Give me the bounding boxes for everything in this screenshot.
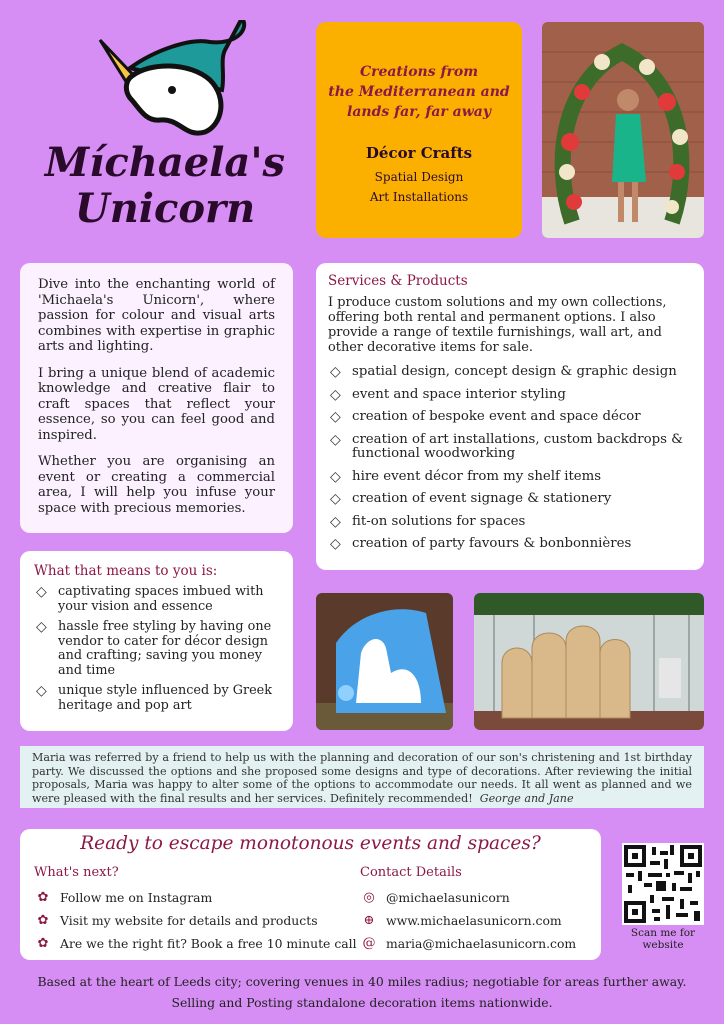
footer-line: Selling and Posting standalone decoration items nationwide. [171,995,553,1010]
hero-title: Décor Crafts [365,144,473,162]
hero-subtitles [316,167,522,207]
photo-flower-arch [542,22,704,238]
cta-headline: Ready to escape monotonous events and spaces? [80,833,541,854]
next-step-item[interactable] [34,909,357,932]
contact-title: Contact Details [360,865,462,880]
testimonial-text: Maria was referred by a friend to help us with the planning and decoration of our son's christening and 1st birthday party. We discussed the options and she proposed some designs and type of decorations. After reviewing the initial proposals, Maria was happy to alter some of the options to accommodate our needs. It all went as planned and we were pleased with the final results and her services. Definitely recommended! [32,751,692,805]
flower-bullet-icon: ✿ [37,890,49,905]
service-item: ◇ creation of event signage & stationery [328,492,692,507]
instagram-icon: ◎ [363,890,375,905]
intro-paragraph: Whether you are organising an event or creating a commercial area, I will help you infuse your space with precious memories. [38,454,275,516]
service-item: ◇ fit-on solutions for spaces [328,515,692,530]
email-link[interactable] [360,932,576,955]
hero-subtitle: Spatial Design [374,170,464,184]
testimonial [20,746,704,808]
photo-unicorn-cutout [316,593,453,730]
benefit-item: ◇ unique style influenced by Greek heritage and pop art [34,684,279,713]
testimonial-author: George and Jane [479,791,574,805]
flower-bullet-icon: ✿ [37,913,49,928]
services-card [316,263,704,570]
brand-name [40,140,290,232]
next-step-item[interactable] [34,932,357,955]
benefits-card [20,551,293,731]
service-item: ◇ event and space interior styling [328,388,692,403]
qr-caption-line: website [642,939,684,951]
services-description: I produce custom solutions and my own collections, offering both rental and permanent options. I also provide a range of textile furnishings, wall art, and other decorative items for sale. [328,295,667,355]
hero-tagline-line: the Mediterranean and [328,84,510,100]
brand-line2: Unicorn [74,185,256,232]
footer [10,971,714,1013]
intro-card [20,263,293,533]
globe-icon: ⊕ [363,913,375,928]
hero-tagline-line: lands far, far away [347,104,491,120]
flower-bullet-icon: ✿ [37,936,49,951]
benefit-item: ◇ captivating spaces imbued with your vision and essence [34,585,279,614]
email-address: maria@michaelasunicorn.com [386,936,577,951]
hero-box [316,22,522,238]
benefit-item: ◇ hassle free styling by having one vendor to cater for décor design and crafting; saving you money and time [34,620,279,678]
contact-details [360,865,576,955]
qr-caption-line: Scan me for [630,927,696,939]
service-item: ◇ spatial design, concept design & graphic design [328,365,692,380]
at-icon: @ [362,936,376,951]
next-steps-title: What's next? [34,865,119,880]
next-step-item[interactable] [34,886,357,909]
footer-line: Based at the heart of Leeds city; covering venues in 40 miles radius; negotiable for areas further away. [37,974,687,989]
website-url: www.michaelasunicorn.com [386,913,562,928]
service-item: ◇ creation of party favours & bonbonnières [328,537,692,552]
service-item: ◇ creation of bespoke event and space décor [328,410,692,425]
next-step-label: Follow me on Instagram [60,890,213,905]
website-link[interactable] [360,909,576,932]
benefits-title: What that means to you is: [34,563,218,579]
hero-tagline [316,62,522,122]
cta-card [20,829,601,960]
hero-tagline-line: Creations from [359,64,479,80]
qr-code[interactable] [622,843,704,925]
next-step-label: Visit my website for details and products [60,913,318,928]
qr-caption [612,927,714,951]
intro-paragraph: Dive into the enchanting world of 'Michaela's Unicorn', where passion for colour and visual arts combines with expertise in graphic arts and lighting. [38,277,275,354]
brand-line1: Míchaela's [44,139,286,186]
photo-arches [474,593,704,730]
next-steps [34,865,357,955]
next-step-label: Are we the right fit? Book a free 10 minute call [60,936,357,951]
services-title: Services & Products [328,273,468,289]
service-item: ◇ creation of art installations, custom backdrops & functional woodworking [328,433,692,462]
service-item: ◇ hire event décor from my shelf items [328,470,692,485]
hero-subtitle: Art Installations [369,190,469,204]
instagram-handle: @michaelasunicorn [386,890,510,905]
instagram-link[interactable] [360,886,576,909]
intro-paragraph: I bring a unique blend of academic knowledge and creative flair to craft spaces that reflect your essence, so you can feel good and inspired. [38,365,275,443]
